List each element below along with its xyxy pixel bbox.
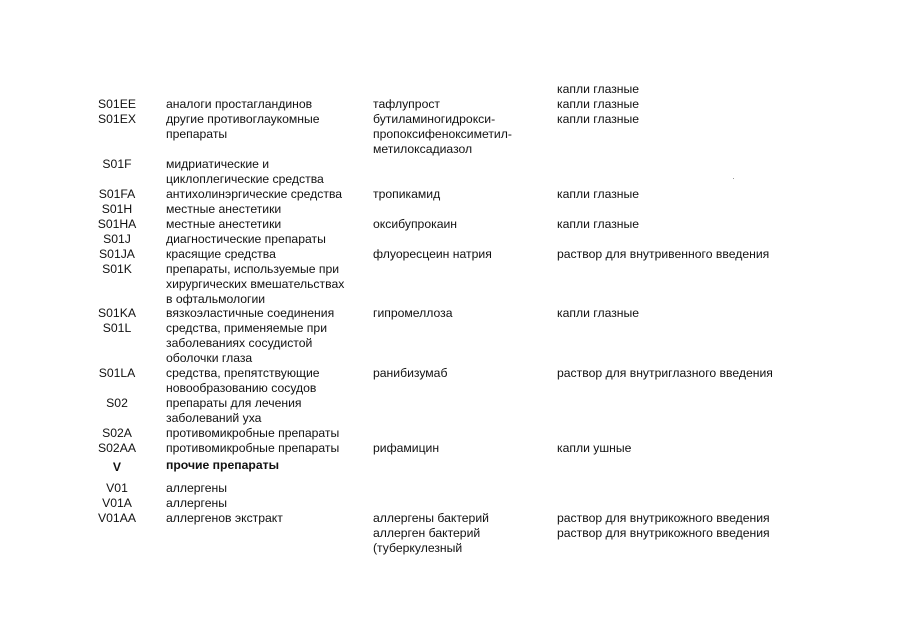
group-name: аллергенов экстракт [166,511,283,525]
atc-code: S01H [101,202,133,216]
dosage-form: капли глазные [557,112,640,126]
atc-code: S01L [102,321,132,335]
atc-code: S01J [103,232,131,246]
group-name: другие противоглаукомные [166,112,320,126]
group-name: заболеваниях сосудистой [166,336,313,350]
group-name: местные анестетики [166,202,282,216]
dosage-form: капли глазные [557,82,640,96]
dosage-form: раствор для внутриглазного введения [557,366,773,380]
group-name: вязкоэластичные соединения [166,306,335,320]
atc-code: S01FA [98,187,136,201]
atc-code: S02A [102,426,132,440]
drug-name: гипромеллоза [373,306,453,320]
dosage-form: раствор для внутрикожного введения [557,511,770,525]
group-name: красящие средства [166,247,276,261]
atc-code: V01 [106,481,128,495]
atc-code: S01F [102,157,132,171]
group-name: аллергены [166,481,228,495]
group-name: прочие препараты [166,458,280,472]
atc-code: S01JA [99,247,135,261]
drug-name: оксибупрокаин [373,217,458,231]
drug-name: тропикамид [373,187,441,201]
atc-code: S02 [106,396,128,410]
dosage-form: капли глазные [557,217,640,231]
dosage-form: раствор для внутривенного введения [557,247,770,261]
atc-code: S01K [102,262,132,276]
group-name: препараты [166,127,228,141]
group-name: противомикробные препараты [166,441,340,455]
group-name: аллергены [166,496,228,510]
group-name: в офтальмологии [166,292,266,306]
atc-code: S01EX [98,112,136,126]
dosage-form: раствор для внутрикожного введения [557,526,770,540]
dosage-form: капли ушные [557,441,632,455]
group-name: местные анестетики [166,217,282,231]
drug-name: флуоресцеин натрия [373,247,492,261]
atc-code: S02AA [98,441,136,455]
group-name: препараты, используемые при [166,262,340,276]
atc-code: V01AA [98,511,136,525]
drug-name: (туберкулезный [373,541,463,555]
group-name: заболеваний уха [166,411,262,425]
atc-code: S01LA [98,366,136,380]
drug-name: тафлупрост [373,97,441,111]
drug-name: метилоксадиазол [373,142,473,156]
drug-name: бутиламиногидрокси- [373,112,496,126]
scan-speck [733,178,734,179]
group-name: аналоги простагландинов [166,97,313,111]
dosage-form: капли глазные [557,187,640,201]
group-name: средства, применяемые при [166,321,327,335]
group-name: новообразованию сосудов [166,381,317,395]
group-name: диагностические препараты [166,232,326,246]
group-name: средства, препятствующие [166,366,320,380]
group-name: оболочки глаза [166,351,253,365]
drug-name: аллерген бактерий [373,526,481,540]
dosage-form: капли глазные [557,306,640,320]
atc-code: V01A [102,496,132,510]
drug-name: аллергены бактерий [373,511,489,525]
dosage-form: капли глазные [557,97,640,111]
group-name: антихолинэргические средства [166,187,343,201]
group-name: мидриатические и [166,157,270,171]
group-name: препараты для лечения [166,396,302,410]
atc-code: S01HA [97,217,137,231]
drug-name: рифамицин [373,441,440,455]
atc-code: V [112,460,122,474]
group-name: противомикробные препараты [166,426,340,440]
group-name: циклоплегические средства [166,172,324,186]
drug-name: ранибизумаб [373,366,448,380]
drug-name: пропоксифеноксиметил- [373,127,512,141]
atc-code: S01KA [98,306,136,320]
group-name: хирургических вмешательствах [166,277,345,291]
atc-code: S01EE [98,97,136,111]
